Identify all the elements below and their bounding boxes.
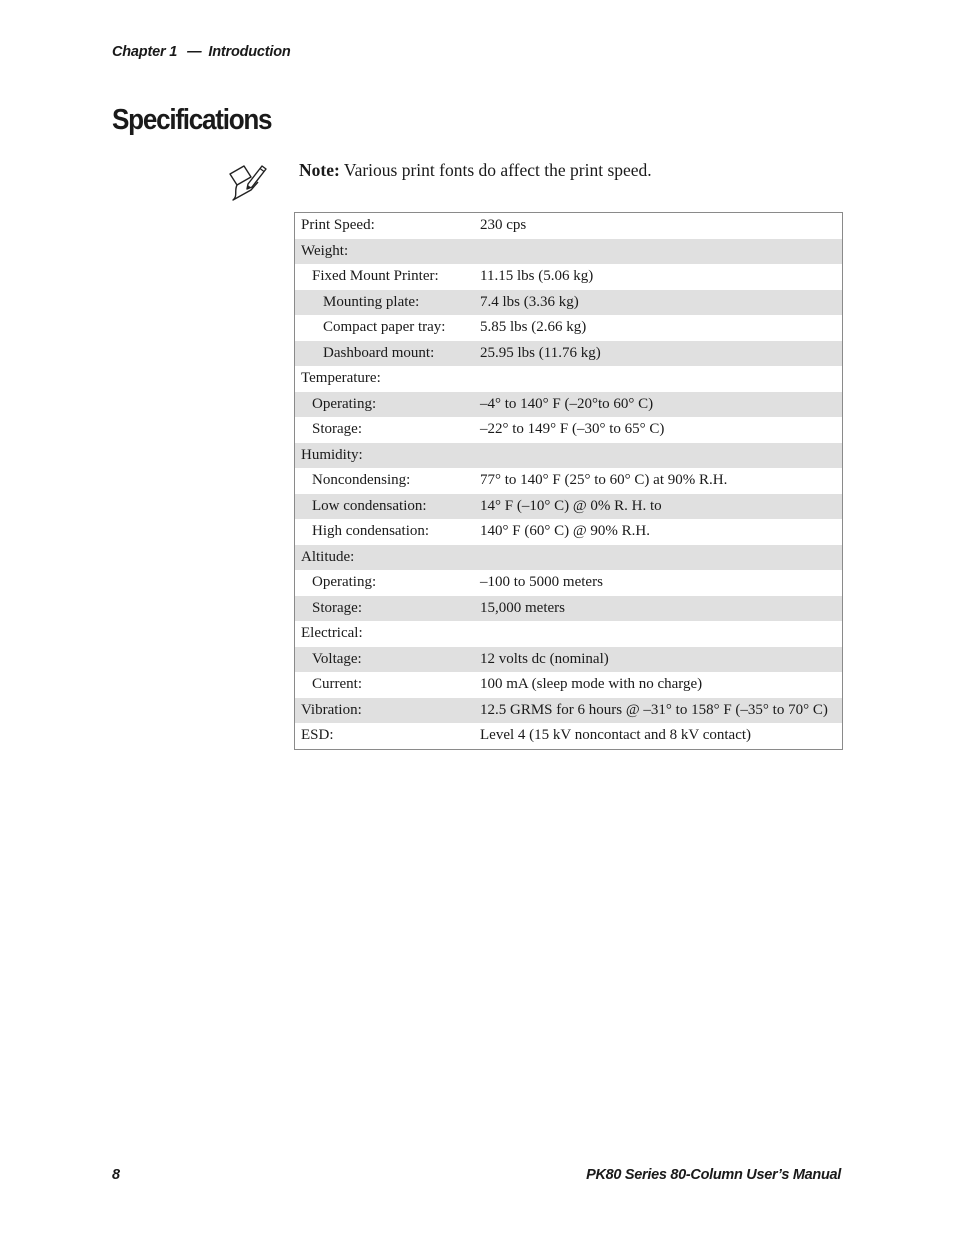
spec-label: Operating: <box>295 392 481 418</box>
spec-label: Noncondensing: <box>312 472 411 489</box>
table-row <box>295 596 843 622</box>
spec-label: Mounting plate: <box>295 290 481 316</box>
table-row <box>295 443 843 469</box>
spec-value: Level 4 (15 kV noncontact and 8 kV contact) <box>480 727 752 744</box>
spec-value: 15,000 meters <box>480 596 843 622</box>
spec-value: 25.95 lbs (11.76 kg) <box>480 341 843 367</box>
spec-value: –4° to 140° F (–20°to 60° C) <box>480 392 843 418</box>
spec-label: Temperature: <box>301 370 381 387</box>
spec-label: ESD: <box>301 727 334 744</box>
table-row <box>295 239 843 265</box>
spec-label: Storage: <box>295 596 481 622</box>
table-row <box>295 392 843 418</box>
table-row <box>295 468 843 494</box>
manual-title: PK80 Series 80-Column User’s Manual <box>586 1167 841 1183</box>
table-row <box>295 341 843 367</box>
header-separator: — <box>187 44 202 60</box>
spec-value: 230 cps <box>480 217 527 234</box>
table-row <box>295 519 843 545</box>
spec-label: Humidity: <box>295 443 481 469</box>
table-row <box>295 570 843 596</box>
table-row <box>295 213 843 239</box>
spec-label: High condensation: <box>312 523 430 540</box>
table-row <box>295 621 843 647</box>
spec-label: Altitude: <box>295 545 481 571</box>
specifications-table <box>294 212 843 750</box>
spec-label: Low condensation: <box>295 494 481 520</box>
spec-value: –22° to 149° F (–30° to 65° C) <box>480 421 665 438</box>
note-label: Note: <box>299 160 340 180</box>
spec-label: Current: <box>312 676 362 693</box>
table-row <box>295 647 843 673</box>
spec-label: Voltage: <box>295 647 481 673</box>
table-row <box>295 264 843 290</box>
section-label: Introduction <box>208 44 291 60</box>
note-pencil-icon <box>224 160 268 204</box>
spec-label: Vibration: <box>295 698 481 724</box>
note <box>299 160 652 181</box>
running-header <box>112 44 291 60</box>
spec-label: Weight: <box>295 239 481 265</box>
note-text: Various print fonts do affect the print speed. <box>339 160 652 180</box>
table-row <box>295 366 843 392</box>
chapter-label: Chapter 1 <box>112 44 178 60</box>
table-row <box>295 494 843 520</box>
page-number: 8 <box>112 1167 121 1183</box>
spec-label: Print Speed: <box>301 217 375 234</box>
spec-value: 12.5 GRMS for 6 hours @ –31° to 158° F (–35° to 70° C) <box>480 698 843 724</box>
spec-label: Compact paper tray: <box>323 319 446 336</box>
spec-value: 11.15 lbs (5.06 kg) <box>480 268 594 285</box>
spec-value <box>480 366 843 392</box>
spec-value: 140° F (60° C) @ 90% R.H. <box>480 523 650 540</box>
table-row <box>295 723 843 749</box>
table-row <box>295 417 843 443</box>
spec-value: 7.4 lbs (3.36 kg) <box>480 290 843 316</box>
spec-value <box>480 545 843 571</box>
spec-value: 5.85 lbs (2.66 kg) <box>480 319 587 336</box>
spec-value <box>480 621 843 647</box>
table-row <box>295 672 843 698</box>
spec-value <box>480 443 843 469</box>
table-row <box>295 315 843 341</box>
spec-value: 14° F (–10° C) @ 0% R. H. to <box>480 494 843 520</box>
spec-label: Operating: <box>312 574 377 591</box>
page-title: Specifications <box>112 104 272 136</box>
spec-label: Storage: <box>312 421 362 438</box>
spec-value <box>480 239 843 265</box>
spec-value: 12 volts dc (nominal) <box>480 647 843 673</box>
spec-label: Fixed Mount Printer: <box>312 268 439 285</box>
table-row <box>295 290 843 316</box>
spec-label: Dashboard mount: <box>295 341 481 367</box>
spec-label: Electrical: <box>301 625 363 642</box>
spec-value: 77° to 140° F (25° to 60° C) at 90% R.H. <box>480 472 728 489</box>
table-row <box>295 545 843 571</box>
spec-value: –100 to 5000 meters <box>480 574 603 591</box>
table-row <box>295 698 843 724</box>
spec-value: 100 mA (sleep mode with no charge) <box>480 676 703 693</box>
